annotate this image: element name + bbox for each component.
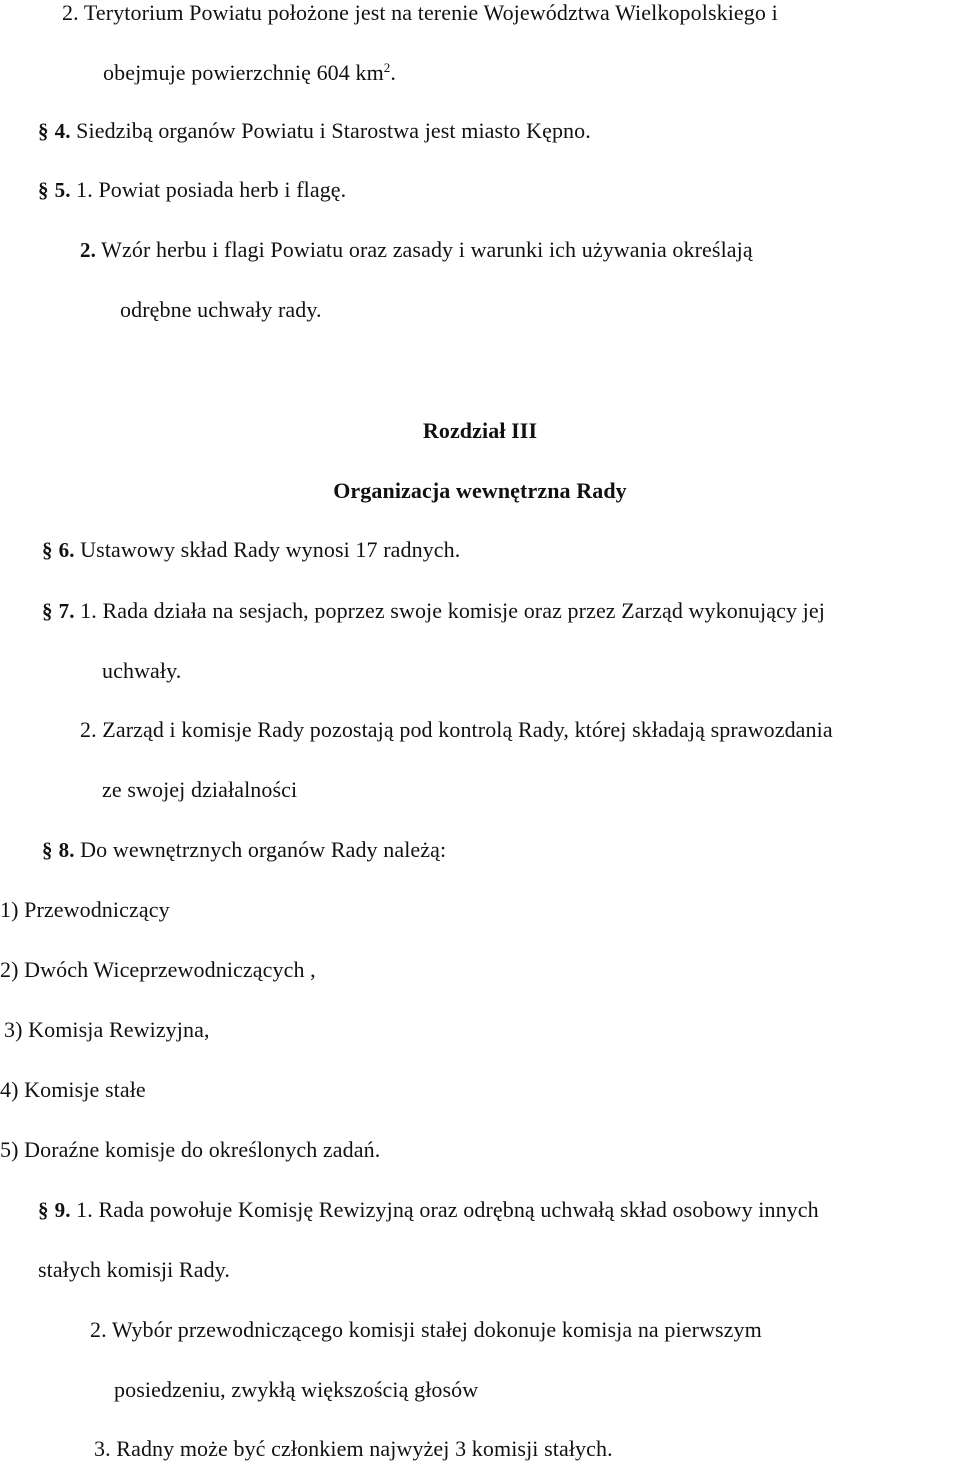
- section-9-item-2-line-1: 2. Wybór przewodniczącego komisji stałej dokonuje komisja na pierwszym: [90, 1317, 762, 1342]
- section-number: 5.: [54, 178, 71, 202]
- section-text: Ustawowy skład Rady wynosi 17 radnych.: [80, 537, 461, 562]
- section-mark: §: [42, 838, 53, 862]
- superscript-2: 2: [383, 60, 391, 75]
- section-7-item-1-line-1: [42, 598, 825, 624]
- list-item: 5) Doraźne komisje do określonych zadań.: [0, 1137, 381, 1162]
- section-number: 7.: [58, 599, 75, 623]
- list-item: 3) Komisja Rewizyjna,: [4, 1017, 210, 1042]
- item-text: Wzór herbu i flagi Powiatu oraz zasady i warunki ich używania określają: [101, 237, 753, 262]
- section-9-item-1-line-1: [38, 1197, 819, 1223]
- section-mark: §: [38, 178, 49, 202]
- section-number: 4.: [54, 119, 71, 143]
- section-text: Do wewnętrznych organów Rady należą:: [80, 837, 447, 862]
- item-text: 1. Rada powołuje Komisję Rewizyjną oraz odrębną uchwałą skład osobowy innych: [76, 1197, 819, 1222]
- section-text: Siedzibą organów Powiatu i Starostwa jest miasto Kępno.: [76, 118, 591, 143]
- section-mark: §: [38, 119, 49, 143]
- para-2-line-1: 2. Terytorium Powiatu położone jest na terenie Województwa Wielkopolskiego i: [62, 0, 778, 25]
- section-number: 8.: [58, 838, 75, 862]
- section-number: 9.: [54, 1198, 71, 1222]
- section-8: [42, 837, 446, 863]
- section-9-item-3: 3. Radny może być członkiem najwyżej 3 komisji stałych.: [94, 1436, 613, 1461]
- para-2-end: .: [390, 60, 396, 85]
- list-item: 1) Przewodniczący: [0, 897, 170, 922]
- section-mark: §: [42, 599, 53, 623]
- section-number: 6.: [58, 538, 75, 562]
- section-7-item-1-line-2: uchwały.: [102, 658, 182, 683]
- item-text: 1. Rada działa na sesjach, poprzez swoje komisje oraz przez Zarząd wykonujący jej: [80, 598, 825, 623]
- section-7-item-2-line-1: 2. Zarząd i komisje Rady pozostają pod kontrolą Rady, której składają sprawozdania: [80, 717, 833, 742]
- list-item: 2) Dwóch Wiceprzewodniczących ,: [0, 957, 316, 982]
- section-mark: §: [42, 538, 53, 562]
- section-text: 1. Powiat posiada herb i flagę.: [76, 177, 347, 202]
- section-4: [38, 118, 591, 144]
- list-item: 4) Komisje stałe: [0, 1077, 146, 1102]
- chapter-subtitle: Organizacja wewnętrzna Rady: [333, 478, 627, 503]
- item-number: 2.: [80, 238, 96, 262]
- section-5-item-2-line-1: [80, 237, 753, 263]
- section-9-item-1-line-2: stałych komisji Rady.: [38, 1257, 230, 1282]
- section-7-item-2-line-2: ze swojej działalności: [102, 777, 298, 802]
- section-5-item-2-line-2: odrębne uchwały rady.: [120, 297, 322, 322]
- para-2-text: obejmuje powierzchnię 604 km: [103, 60, 384, 85]
- chapter-title: Rozdział III: [422, 418, 538, 443]
- section-6: [42, 537, 460, 563]
- section-5: [38, 177, 346, 203]
- section-mark: §: [38, 1198, 49, 1222]
- para-2-line-2: [103, 60, 396, 86]
- section-9-item-2-line-2: posiedzeniu, zwykłą większością głosów: [114, 1377, 479, 1402]
